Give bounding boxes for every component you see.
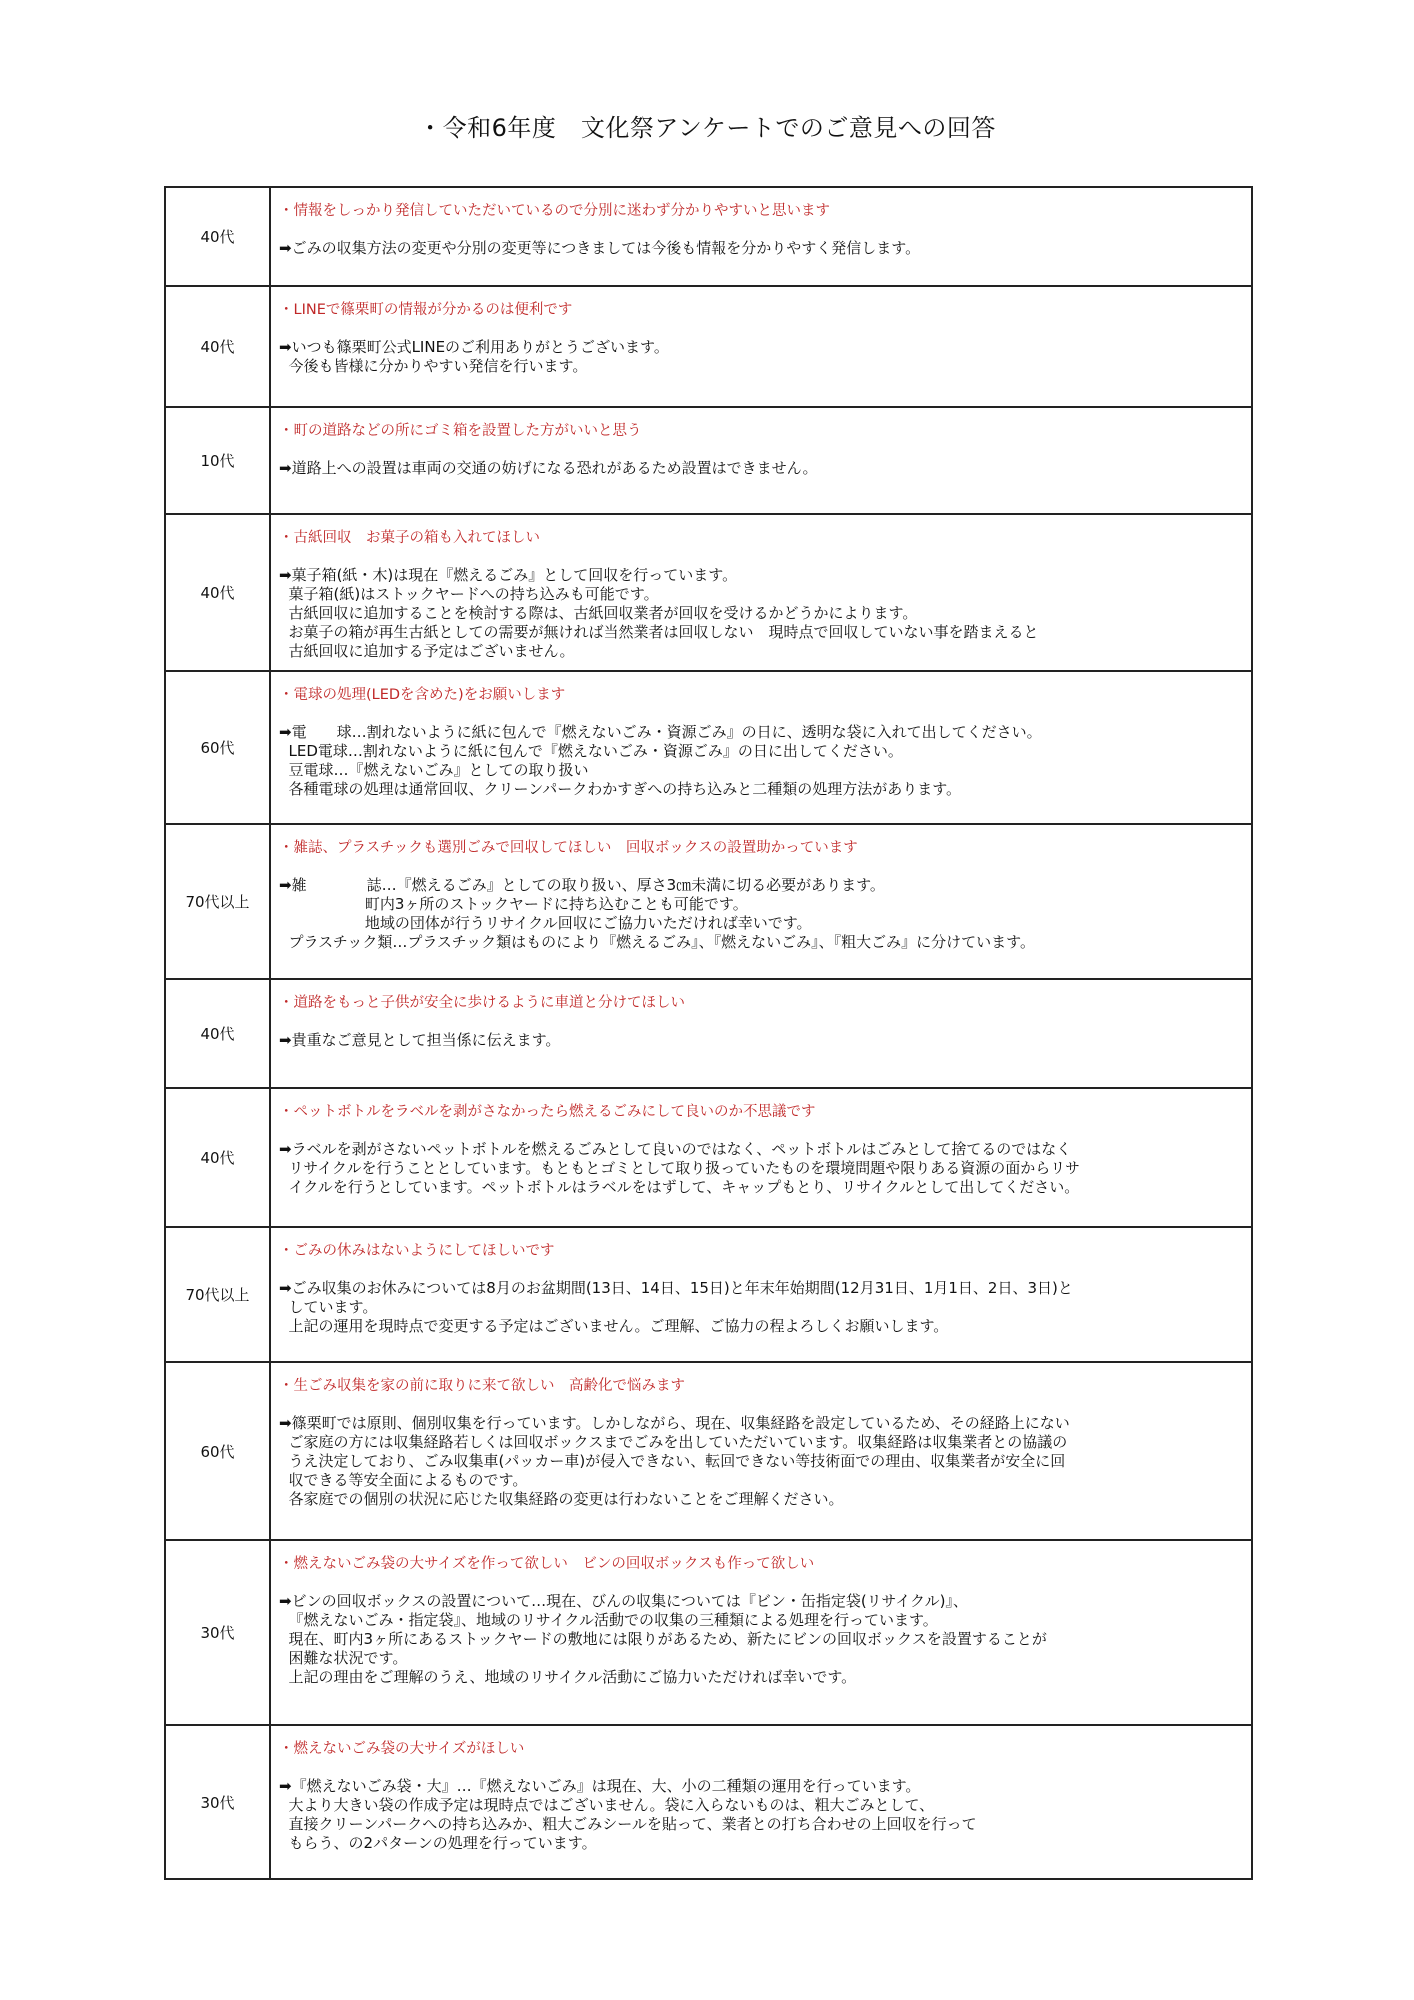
age-cell: 40代	[165, 514, 270, 671]
survey-comment: ・情報をしっかり発信していただいているので分別に迷わず分かりやすいと思います	[279, 203, 830, 219]
table-row	[165, 514, 1252, 671]
answer-body: 貴重なご意見として担当係に伝えます。	[291, 1031, 561, 1049]
answer-text	[279, 1777, 1251, 1853]
age-cell: 40代	[165, 979, 270, 1088]
answer-text	[279, 1414, 1251, 1509]
survey-comment: ・町の道路などの所にゴミ箱を設置した方がいいと思う	[279, 423, 642, 439]
arrow-icon: ➡	[279, 1777, 292, 1795]
answer-text	[279, 1279, 1251, 1336]
age-cell: 60代	[165, 1362, 270, 1540]
response-cell	[270, 286, 1252, 407]
survey-comment: ・古紙回収 お菓子の箱も入れてほしい	[279, 530, 540, 546]
arrow-icon: ➡	[279, 1279, 292, 1297]
survey-comment: ・燃えないごみ袋の大サイズがほしい	[279, 1741, 525, 1757]
answer-text	[279, 1592, 1251, 1687]
response-cell	[270, 1227, 1252, 1362]
answer-body: ごみ収集のお休みについては8月のお盆期間(13日、14日、15日)と年末年始期間(12月31日、1月1日、2日、3日)と しています。 上記の運用を現時点で変更する予定はございません。ご理解、ご協力の程よろしくお願いします。	[288, 1279, 1073, 1335]
arrow-icon: ➡	[279, 876, 292, 894]
age-cell: 60代	[165, 671, 270, 824]
response-cell	[270, 1362, 1252, 1540]
age-cell: 10代	[165, 407, 270, 514]
age-cell: 40代	[165, 187, 270, 286]
table-row	[165, 1088, 1252, 1227]
response-cell	[270, 824, 1252, 979]
answer-text	[279, 459, 1251, 478]
page-title: ・令和6年度 文化祭アンケートでのご意見への回答	[418, 114, 996, 142]
table-row	[165, 1362, 1252, 1540]
arrow-icon: ➡	[279, 566, 292, 584]
survey-comment: ・雑誌、プラスチックも選別ごみで回収してほしい 回収ボックスの設置助かっています	[279, 840, 858, 856]
age-cell: 40代	[165, 286, 270, 407]
arrow-icon: ➡	[279, 1592, 292, 1610]
answer-text	[279, 876, 1251, 952]
table-row	[165, 1540, 1252, 1725]
answer-text	[279, 1031, 1251, 1050]
qa-table	[164, 186, 1253, 1880]
answer-body: ごみの収集方法の変更や分別の変更等につきましては今後も情報を分かりやすく発信します。	[291, 239, 921, 257]
arrow-icon: ➡	[279, 338, 292, 356]
answer-body: 篠栗町では原則、個別収集を行っています。しかしながら、現在、収集経路を設定しているため、その経路上にない ご家庭の方には収集経路若しくは回収ボックスまでごみを出していただいています。収集経路は収集業者との協議の うえ決定しており、ごみ収集車(パッカー車)が侵入できない、転回できない等技術面での理由、収集業者が安全に回 収できる等安全面によるものです。 各家庭での個別の状況に応じた収集経路の変更は行わないことをご理解ください。	[288, 1414, 1070, 1508]
answer-text	[279, 239, 1251, 258]
arrow-icon: ➡	[279, 723, 292, 741]
survey-comment: ・ごみの休みはないようにしてほしいです	[279, 1243, 555, 1259]
response-cell	[270, 1725, 1252, 1879]
age-cell: 70代以上	[165, 824, 270, 979]
table-row	[165, 407, 1252, 514]
arrow-icon: ➡	[279, 1140, 292, 1158]
table-row	[165, 286, 1252, 407]
response-cell	[270, 979, 1252, 1088]
table-row	[165, 187, 1252, 286]
qa-table-body	[165, 187, 1252, 1879]
table-row	[165, 1227, 1252, 1362]
answer-body: いつも篠栗町公式LINEのご利用ありがとうございます。 今後も皆様に分かりやすい発信を行います。	[288, 338, 669, 375]
age-cell: 30代	[165, 1540, 270, 1725]
answer-text	[279, 1140, 1251, 1197]
age-cell: 40代	[165, 1088, 270, 1227]
survey-comment: ・道路をもっと子供が安全に歩けるように車道と分けてほしい	[279, 995, 685, 1011]
answer-body: ビンの回収ボックスの設置について…現在、びんの収集については『ビン・缶指定袋(リサイクル)』、 『燃えないごみ・指定袋』、地域のリサイクル活動での収集の三種類による処理を行っています。 現在、町内3ヶ所にあるストックヤードの敷地には限りがあるため、新たにビンの回収ボックスを設置することが 困難な状況です。 上記の理由をご理解のうえ、地域のリサイクル活動にご協力いただければ幸いです。	[288, 1592, 1047, 1686]
response-cell	[270, 407, 1252, 514]
age-cell: 30代	[165, 1725, 270, 1879]
answer-body: 道路上への設置は車両の交通の妨げになる恐れがあるため設置はできません。	[291, 459, 818, 477]
answer-text	[279, 566, 1251, 661]
survey-comment: ・LINEで篠栗町の情報が分かるのは便利です	[279, 302, 573, 318]
age-cell: 70代以上	[165, 1227, 270, 1362]
answer-text	[279, 723, 1251, 799]
survey-comment: ・電球の処理(LEDを含めた)をお願いします	[279, 687, 566, 703]
arrow-icon: ➡	[279, 1031, 292, 1049]
arrow-icon: ➡	[279, 1414, 292, 1432]
response-cell	[270, 1540, 1252, 1725]
table-row	[165, 1725, 1252, 1879]
survey-comment: ・燃えないごみ袋の大サイズを作って欲しい ビンの回収ボックスも作って欲しい	[279, 1556, 815, 1572]
arrow-icon: ➡	[279, 239, 292, 257]
table-row	[165, 824, 1252, 979]
response-cell	[270, 1088, 1252, 1227]
response-cell	[270, 514, 1252, 671]
table-row	[165, 979, 1252, 1088]
answer-body: 電 球…割れないように紙に包んで『燃えないごみ・資源ごみ』の日に、透明な袋に入れて出してください。 LED電球…割れないように紙に包んで『燃えないごみ・資源ごみ』の日に出してください。 豆電球…『燃えないごみ』としての取り扱い 各種電球の処理は通常回収、クリーンパークわかすぎへの持ち込みと二種類の処理方法があります。	[288, 723, 1042, 798]
response-cell	[270, 187, 1252, 286]
survey-comment: ・ペットボトルをラベルを剥がさなかったら燃えるごみにして良いのか不思議です	[279, 1104, 816, 1120]
survey-comment: ・生ごみ収集を家の前に取りに来て欲しい 高齢化で悩みます	[279, 1378, 685, 1394]
answer-body: 雑 誌…『燃えるごみ』としての取り扱い、厚さ3㎝未満に切る必要があります。 町内3ヶ所のストックヤードに持ち込むことも可能です。 地域の団体が行うリサイクル回収にご協力いただければ幸いです。 プラスチック類…プラスチック類はものにより『燃えるごみ』、『燃えないごみ』、『粗大ごみ』に分けています。	[288, 876, 1035, 951]
answer-body: 菓子箱(紙・木)は現在『燃えるごみ』として回収を行っています。 菓子箱(紙)はストックヤードへの持ち込みも可能です。 古紙回収に追加することを検討する際は、古紙回収業者が回収を受けるかどうかによります。 お菓子の箱が再生古紙としての需要が無ければ当然業者は回収しない 現時点で回収していない事を踏まえると 古紙回収に追加する予定はございません。	[288, 566, 1039, 660]
response-cell	[270, 671, 1252, 824]
arrow-icon: ➡	[279, 459, 292, 477]
table-row	[165, 671, 1252, 824]
answer-body: ラベルを剥がさないペットボトルを燃えるごみとして良いのではなく、ペットボトルはごみとして捨てるのではなく リサイクルを行うこととしています。もともとゴミとして取り扱っていたものを環境問題や限りある資源の面からリサ イクルを行うとしています。ペットボトルはラベルをはずして、キャップもとり、リサイクルとして出してください。	[288, 1140, 1080, 1196]
answer-body: 『燃えないごみ袋・大』…『燃えないごみ』は現在、大、小の二種類の運用を行っています。 大より大きい袋の作成予定は現時点ではございません。袋に入らないものは、粗大ごみとして、 直接クリーンパークへの持ち込みか、粗大ごみシールを貼って、業者との打ち合わせの上回収を行って もらう、の2パターンの処理を行っています。	[288, 1777, 977, 1852]
answer-text	[279, 338, 1251, 376]
